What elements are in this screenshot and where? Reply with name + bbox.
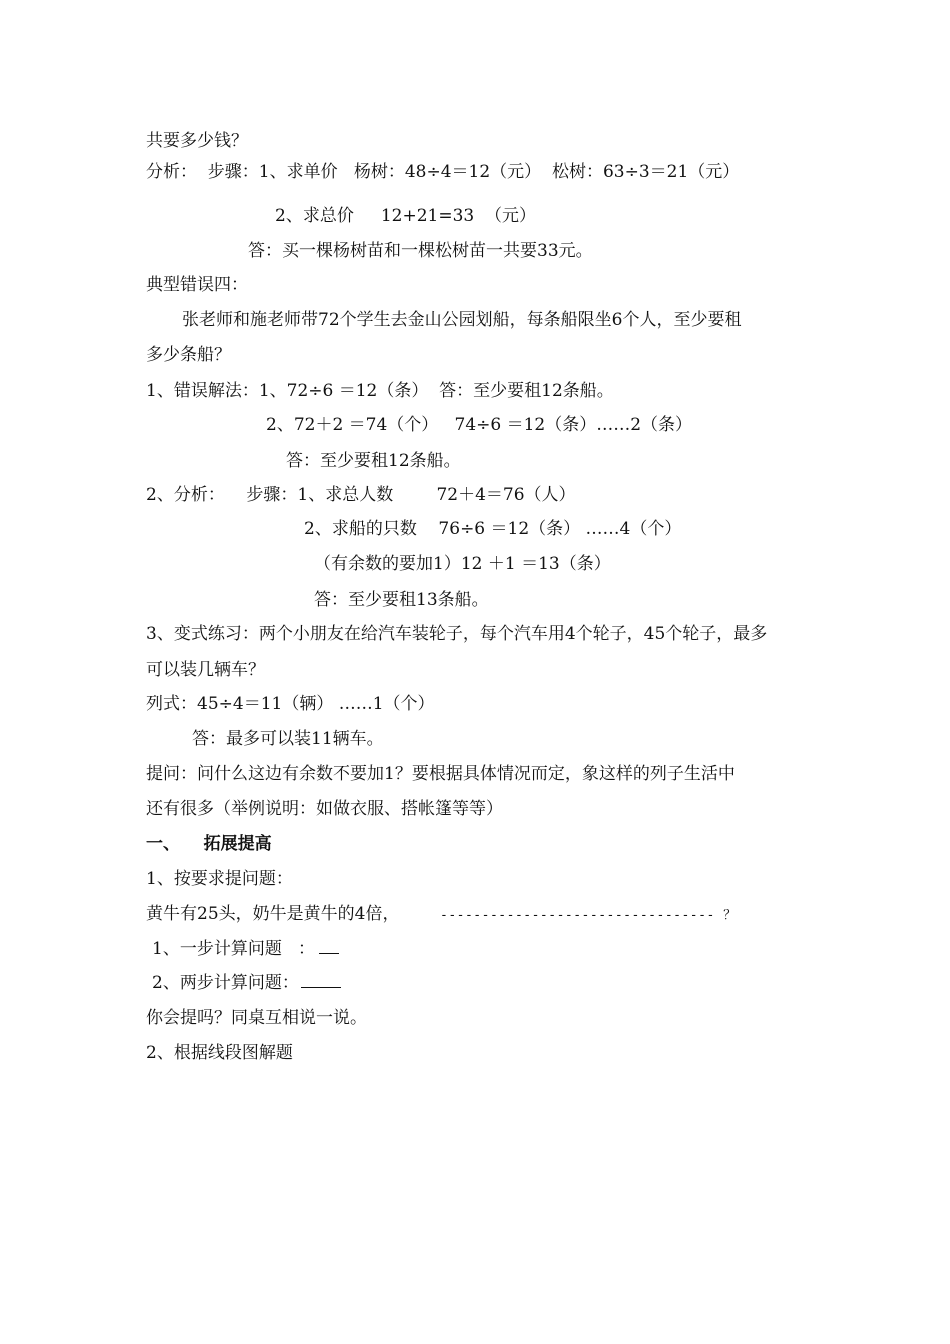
analysis-line-3: （有余数的要加1）12 ＋1 ＝13（条） [314,554,611,574]
analysis-line-2: 2、求船的只数 76÷6 ＝12（条） ……4（个） [304,519,682,539]
section-heading-extension: 一、 拓展提高 [146,834,272,854]
question-line-2: 还有很多（举例说明：如做衣服、搭帐篷等等） [146,799,503,819]
one-step-question-label: 1、一步计算问题 ： [152,939,316,959]
analysis-answer: 答：至少要租13条船。 [314,590,489,610]
wrong-solution-line-1: 1、错误解法：1、72÷6 ＝12（条） 答：至少要租12条船。 [146,381,614,401]
cattle-problem-text: 黄牛有25头，奶牛是黄牛的4倍， [146,904,400,924]
one-step-answer-blank[interactable] [319,939,339,954]
analysis-line-1: 2、分析： 步骤：1、求总人数 72＋4＝76（人） [146,485,576,505]
variant-practice-line-1: 3、变式练习：两个小朋友在给汽车装轮子，每个汽车用4个轮子，45个轮子，最多 [146,624,768,644]
discussion-prompt: 你会提吗？同桌互相说一说。 [146,1008,367,1028]
section-heading-error-4: 典型错误四： [146,275,248,295]
wrong-solution-line-2: 2、72＋2 ＝74（个） 74÷6 ＝12（条）……2（条） [266,415,693,435]
wrong-solution-answer: 答：至少要租12条船。 [286,451,461,471]
text-line-3: 2、求总价 12+21=33 （元） [275,206,537,226]
task-1-heading: 1、按要求提问题： [146,869,293,889]
two-step-question [152,972,341,994]
two-step-question-label: 2、两步计算问题： [152,973,299,993]
two-step-answer-blank[interactable] [301,973,341,988]
formula-answer: 答：最多可以装11辆车。 [192,729,384,749]
problem-text-line-1: 张老师和施老师带72个学生去金山公园划船，每条船限坐6个人，至少要租 [182,310,742,330]
question-line-1: 提问：问什么这边有余数不要加1？要根据具体情况而定，象这样的列子生活中 [146,764,735,784]
one-step-question [152,938,339,960]
text-line-4: 答：买一棵杨树苗和一棵松树苗一共要33元。 [248,241,593,261]
text-line-2: 分析： 步骤：1、求单价 杨树：48÷4＝12（元） 松树：63÷3＝21（元） [146,162,740,182]
text-line-1: 共要多少钱？ [146,131,248,151]
problem-text-line-2: 多少条船？ [146,345,231,365]
formula-line: 列式：45÷4＝11（辆） ……1（个） [146,694,435,714]
variant-practice-line-2: 可以装几辆车？ [146,660,265,680]
cattle-problem-dash-blank: --------------------------------- ？ [440,908,737,923]
task-2-heading: 2、根据线段图解题 [146,1043,293,1063]
